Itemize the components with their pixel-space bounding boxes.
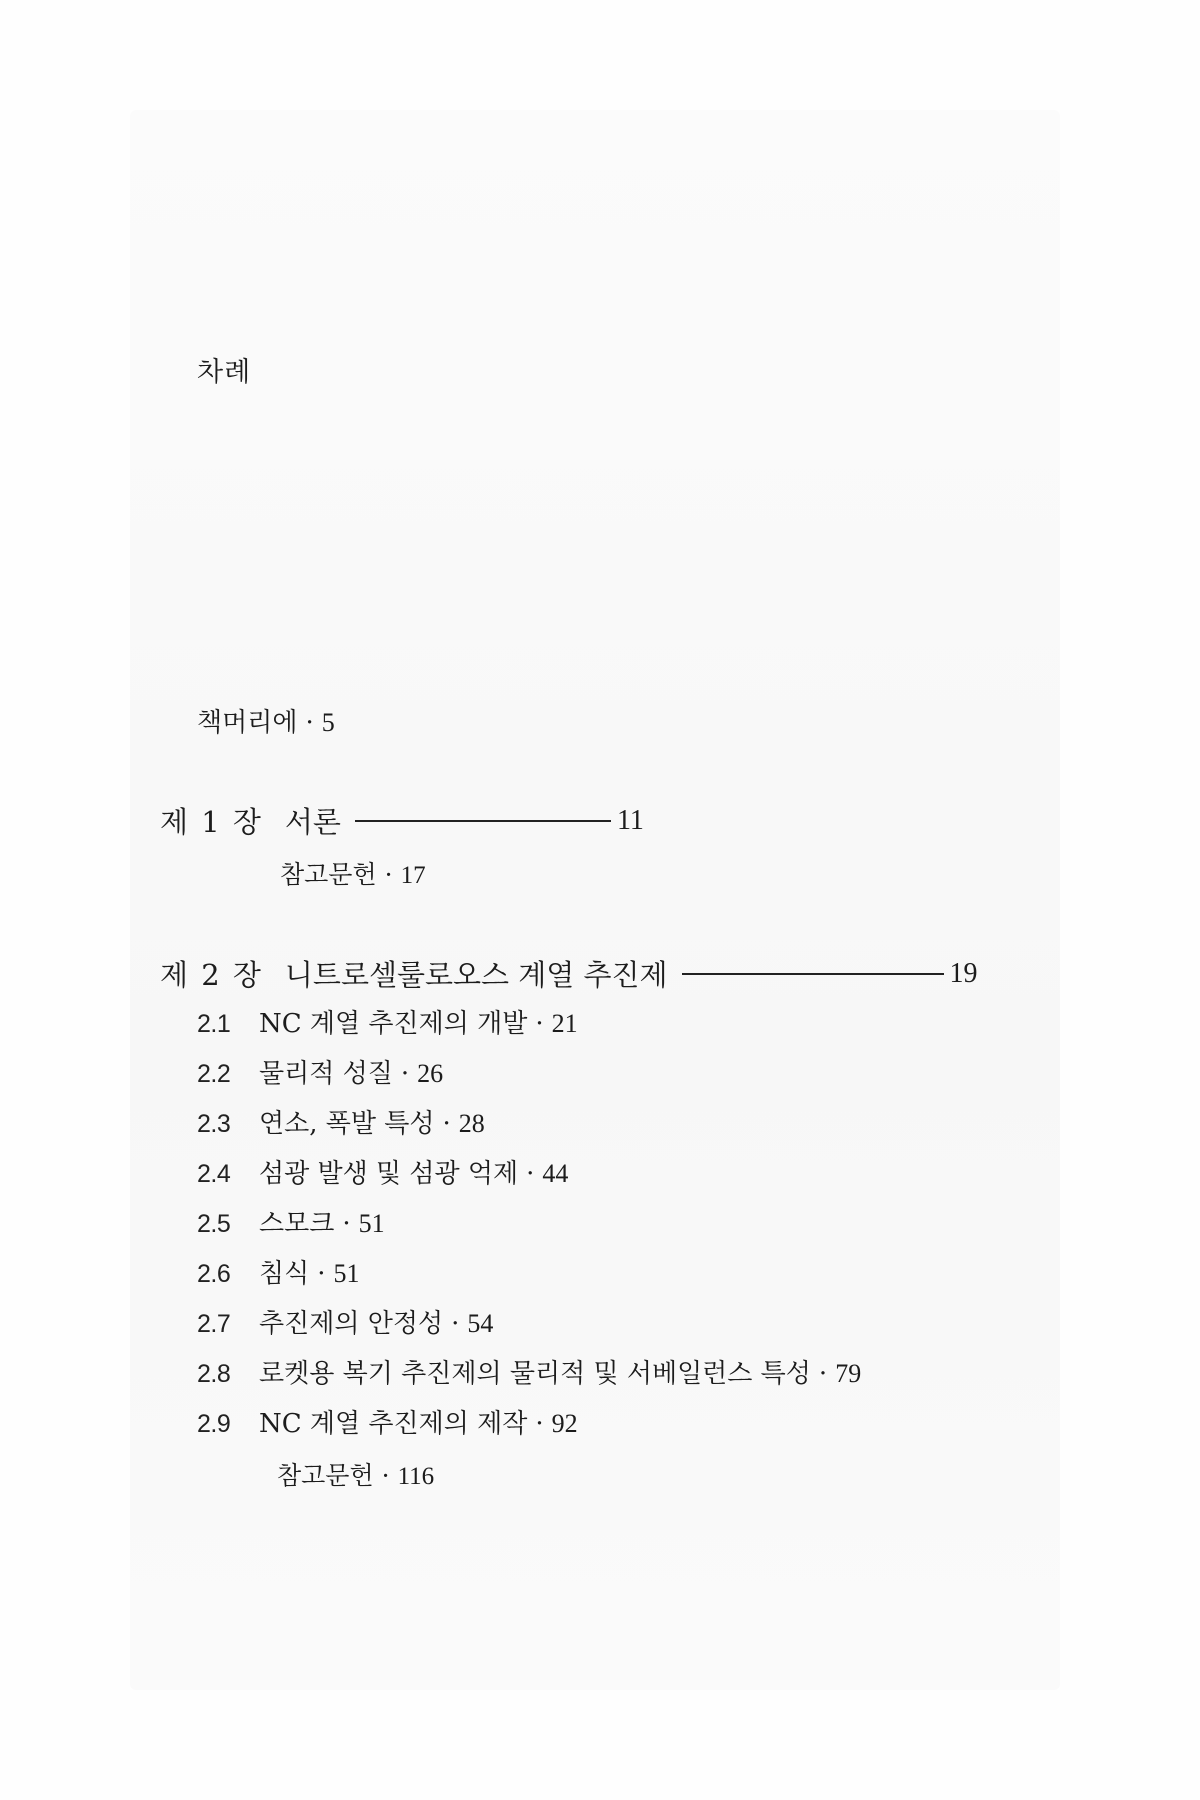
references-title: 참고문헌: [277, 1461, 374, 1490]
section-2-8[interactable]: [197, 1353, 861, 1390]
chapter-1-number: 제 1 장: [160, 805, 263, 839]
section-page: 79: [835, 1359, 862, 1388]
section-title: 추진제의 안정성: [259, 1309, 444, 1339]
chapter-1-title: 서론: [284, 805, 341, 839]
section-title: 스모크: [259, 1209, 335, 1239]
section-page: 26: [417, 1059, 444, 1088]
separator-dot: ·: [317, 1259, 326, 1289]
section-page: 51: [358, 1209, 385, 1238]
section-page: 28: [458, 1109, 485, 1138]
section-2-2[interactable]: [197, 1053, 443, 1090]
chapter-2-title: 니트로셀룰로오스 계열 추진제: [284, 958, 668, 992]
section-2-6[interactable]: [197, 1253, 360, 1290]
section-2-7[interactable]: [197, 1303, 493, 1340]
section-number: 2.4: [197, 1160, 231, 1188]
section-page: 92: [551, 1409, 578, 1438]
section-2-5[interactable]: [197, 1203, 385, 1240]
section-title: 물리적 성질: [259, 1059, 393, 1089]
section-title: NC 계열 추진제의 개발: [259, 1009, 528, 1039]
separator-dot: ·: [526, 1159, 535, 1189]
section-title: NC 계열 추진제의 제작: [259, 1409, 528, 1439]
section-page: 21: [551, 1009, 578, 1038]
separator-dot: ·: [342, 1209, 351, 1239]
section-page: 44: [542, 1159, 569, 1188]
separator-dot: ·: [818, 1359, 828, 1389]
section-number: 2.1: [197, 1010, 231, 1038]
section-2-3[interactable]: [197, 1103, 485, 1140]
section-page: 54: [467, 1309, 494, 1338]
section-number: 2.8: [197, 1360, 231, 1388]
section-number: 2.3: [197, 1110, 231, 1138]
preface-entry[interactable]: [197, 702, 335, 739]
page-background: [130, 110, 1060, 1690]
section-title: 섬광 발생 및 섬광 억제: [259, 1159, 519, 1189]
leader-line: [355, 820, 611, 822]
section-2-9[interactable]: [197, 1403, 578, 1440]
references-title: 참고문헌: [280, 860, 377, 889]
chapter-2-references[interactable]: [277, 1456, 434, 1492]
chapter-1-references[interactable]: [280, 855, 426, 891]
preface-title: 책머리에: [197, 708, 298, 738]
section-title: 침식: [259, 1259, 310, 1289]
section-title: 로켓용 복기 추진제의 물리적 및 서베일런스 특성: [259, 1359, 811, 1389]
chapter-1-page: 11: [616, 804, 644, 836]
references-page: 116: [397, 1463, 435, 1490]
preface-page: 5: [321, 708, 335, 737]
chapter-2-page: 19: [949, 957, 978, 989]
section-title: 연소, 폭발 특성: [259, 1109, 435, 1139]
section-page: 51: [333, 1259, 360, 1288]
leader-line: [682, 973, 944, 975]
separator-dot: ·: [442, 1109, 451, 1139]
separator-dot: ·: [535, 1009, 544, 1039]
section-number: 2.6: [197, 1260, 231, 1288]
section-number: 2.7: [197, 1310, 231, 1338]
separator-dot: ·: [381, 1461, 390, 1490]
separator-dot: ·: [400, 1059, 410, 1089]
chapter-1-entry[interactable]: [160, 800, 644, 841]
section-number: 2.2: [197, 1060, 231, 1088]
section-number: 2.9: [197, 1410, 231, 1438]
separator-dot: ·: [305, 708, 314, 738]
separator-dot: ·: [384, 860, 393, 889]
separator-dot: ·: [451, 1309, 460, 1339]
chapter-2-number: 제 2 장: [160, 958, 263, 992]
toc-title: 차례: [197, 357, 252, 388]
separator-dot: ·: [535, 1409, 544, 1439]
references-page: 17: [400, 862, 426, 889]
section-number: 2.5: [197, 1210, 231, 1238]
section-2-1[interactable]: [197, 1003, 578, 1040]
chapter-2-entry[interactable]: [160, 953, 978, 994]
section-2-4[interactable]: [197, 1153, 568, 1190]
